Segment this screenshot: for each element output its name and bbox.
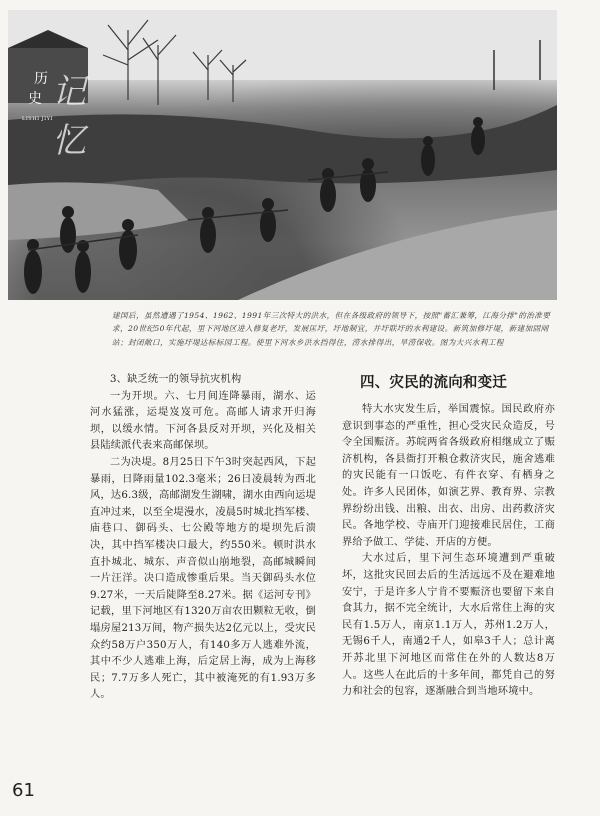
section-heading: 四、灾民的流向和变迁 [360, 375, 507, 391]
historical-photo [8, 10, 557, 300]
subheading: 3、缺乏统一的领导抗灾机构 [110, 374, 242, 385]
history-memory-badge [22, 62, 86, 161]
badge-small-text: LISHI JIYI [22, 116, 53, 122]
paragraph: 一为开坝。六、七月间连降暴雨，湖水、运河水猛涨，运堤岌岌可危。高邮人请求开归海坝，以缓水情。下河各县反对开坝，兴化及相关县陆续派代表来高邮保坝。 [90, 390, 316, 452]
left-column [90, 372, 316, 704]
right-column [342, 372, 555, 701]
page-number: 61 [12, 780, 35, 801]
photo-caption: 建国后，虽然遭遇了1954、1962、1991年三次特大的洪水，但在各级政府的领导下，按照"蓄汇兼筹，江海分排"的治准要求，20世纪50年代起，里下河地区进入修复老圩，发展匡圩，圩地制宜，并圩联圩的水利建设。新筑加修圩堤，新建加固闸站；封闭敞口，实施圩堤达标标园工程。使里下河水乡洪水挡得住，涝水排得出，旱涝保收。图为大兴水利工程 [112, 311, 551, 347]
photo-scene [8, 10, 557, 300]
paragraph: 特大水灾发生后，举国震惊。国民政府亦意识到事态的严重性，担心受灾民众造反，号令全国赈济。苏皖两省各级政府相继成立了赈济机构，各县衙打开粮仓救济灾民，施舍逃难的灾民能有一口饭吃、有件衣穿、有栖身之处。许多人民团体，如演艺界、教育界、宗教界纷纷出钱、出粮、出衣、出房、出药救济灾民。各地学校、寺庙开门迎接难民居住，工商界给予做工、学徒、开店的方便。 [342, 404, 555, 548]
badge-big-text: 记忆 [52, 72, 86, 161]
paragraph: 二为决堤。8月25日下午3时突起西风，下起暴雨，日降雨量102.3毫米；26日凌晨转为西北风，达6.3级，高邮湖发生湖啸，湖水由西向运堤直冲过来，以至全堤漫水，凌晨5时城北挡军楼、庙巷口、御码头、七公殿等地方的堤坝先后溃决，其中挡军楼决口最大，约550米。顿时洪水直扑城北、城东、声音似山崩地裂，高邮城瞬间一片汪洋。决口造成惨重后果。当天御码头水位9.27米，一天后陡降至8.27米。据《运河专刊》记载，里下河地区有1320万亩农田颗粒无收，倒塌房屋213万间，物产损失达2亿元以上，受灾民众约58万户350万人，有140多万人逃难外流，其中不少人逃难上海，后定居上海，成为上海移民；7.7万多人死亡，其中被淹死的有1.93万多人。 [90, 456, 316, 701]
paragraph: 大水过后，里下河生态环境遭到严重破坏，这批灾民回去后的生活远远不及在避难地安宁，于是许多人宁肯不要赈济也要留下来自食其力，据不完全统计，大水后常住上海的灾民有1.5万人，南京1.1万人，苏州1.2万人，无锡6千人，南通2千人，如皋3千人；总计离开苏北里下河地区而常住在外的人数达8万人。这些人在此后的十多年间，都凭自己的努力和社会的包容，逐渐融合到当地环境中。 [342, 553, 555, 698]
badge-char-1: 历 [34, 71, 48, 87]
badge-char-2: 史 [28, 91, 42, 107]
